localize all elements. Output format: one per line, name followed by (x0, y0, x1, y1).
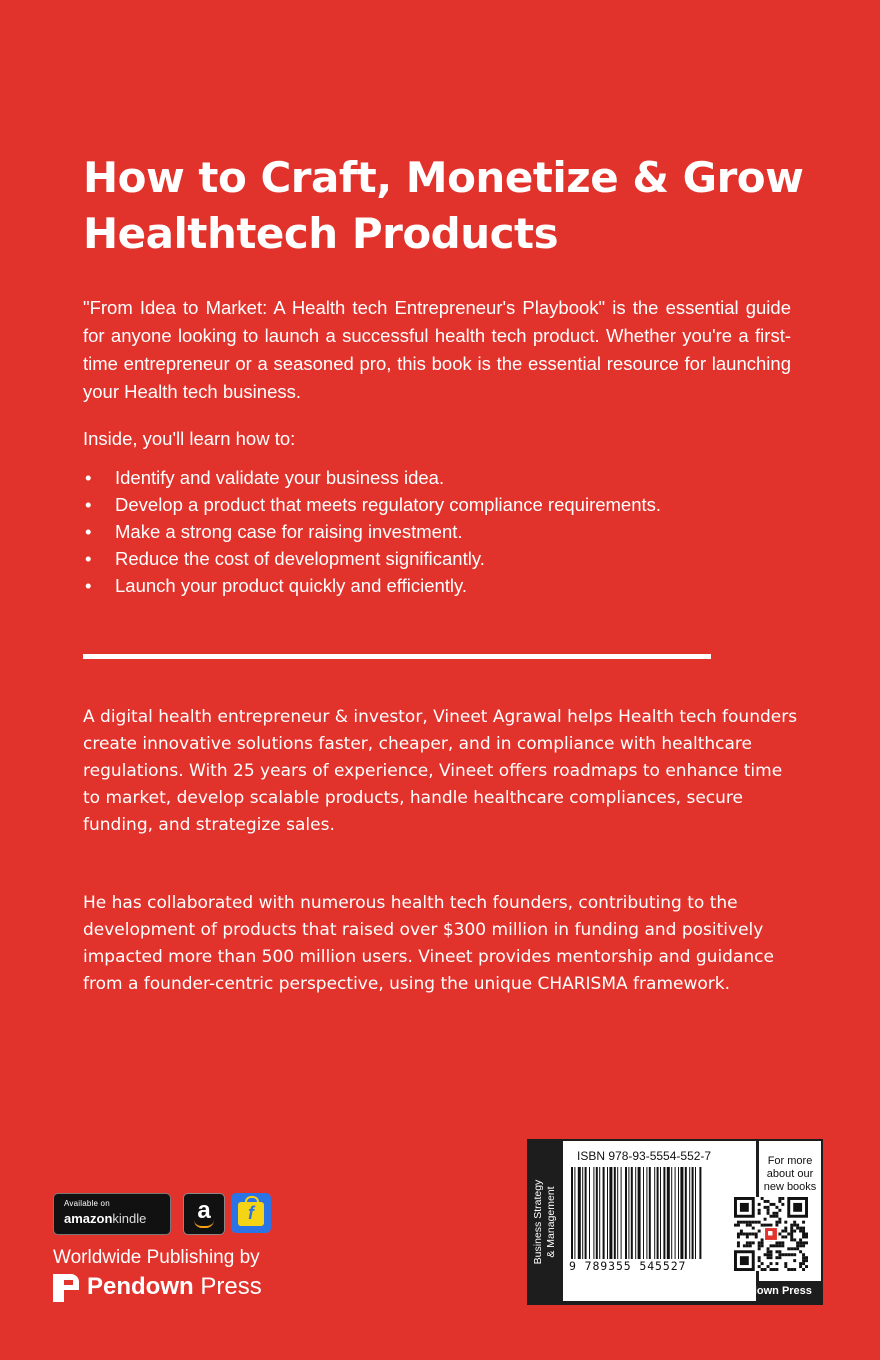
list-item-text: Develop a product that meets regulatory compliance requirements. (115, 494, 662, 515)
learning-points-list (83, 464, 803, 599)
book-blurb: "From Idea to Market: A Health tech Entrepreneur's Playbook" is the essential guide for anyone looking to launch a successful health tech product. Whether you're a first-time entrepreneur or a seasoned pro, this book is the essential resource for launching your Health tech business. (83, 297, 791, 402)
list-item (83, 572, 803, 599)
more-books-line-1: For more (767, 1155, 813, 1167)
isbn-number: ISBN 978-93-5554-552-7 (577, 1149, 712, 1163)
author-bio-paragraph-1: A digital health entrepreneur & investor, Vineet Agrawal helps Health tech founders create innovative solutions faster, cheaper, and in compliance with healthcare regulations. With 25 years of experience, Vineet offers roadmaps to enhance time to market, develop scalable products, handle healthcare compliances, secure funding, and strategize sales. (83, 707, 798, 835)
list-item (83, 491, 803, 518)
amazon-icon[interactable] (183, 1193, 225, 1235)
qr-code-graphic[interactable] (734, 1197, 808, 1271)
bullet-glyph: • (85, 575, 92, 596)
isbn-box-brand: Pendown Press (730, 1285, 812, 1297)
barcode-digits: 9 789355 545527 (569, 1259, 687, 1273)
inside-label: Inside, you'll learn how to: (83, 428, 296, 449)
bullet-glyph: • (85, 521, 92, 542)
badge-kindle-word: kindle (112, 1211, 147, 1226)
more-books-line-2: about our (766, 1168, 814, 1180)
more-books-line-3: new books (763, 1181, 817, 1193)
amazon-kindle-badge[interactable] (53, 1193, 171, 1235)
category-label (532, 1147, 558, 1297)
pendown-logo-icon (53, 1274, 79, 1302)
publisher-name-regular: Press (193, 1273, 262, 1300)
flipkart-icon[interactable] (231, 1193, 271, 1233)
section-divider (83, 654, 711, 659)
flipkart-icon-letter: f (248, 1203, 254, 1223)
bullet-glyph: • (85, 548, 92, 569)
badge-kindle-wordmark (64, 1211, 146, 1226)
barcode-panel (563, 1141, 756, 1301)
list-item (83, 545, 803, 572)
list-item-text: Reduce the cost of development significantly. (115, 548, 485, 569)
bullet-glyph: • (85, 494, 92, 515)
more-books-text (753, 1155, 827, 1194)
category-spine (527, 1139, 563, 1305)
publisher-name-bold: Pendown (87, 1273, 194, 1300)
amazon-icon-letter: a (197, 1197, 211, 1224)
author-bio-paragraph-2: He has collaborated with numerous health tech founders, contributing to the development of products that raised over $300 million in funding and positively impacted more than 500 million users. Vineet provides mentorship and guidance from a founder-centric perspective, using the unique CHARISMA framework. (83, 893, 774, 994)
badge-available-text: Available on (64, 1199, 110, 1208)
heading-line-1: How to Craft, Monetize & Grow (83, 153, 804, 202)
barcode-graphic (571, 1167, 747, 1259)
back-cover-heading (83, 150, 823, 262)
shopping-bag-icon (238, 1202, 264, 1226)
list-item-text: Make a strong case for raising investment. (115, 521, 463, 542)
list-item-text: Launch your product quickly and efficiently. (115, 575, 468, 596)
publisher-name (87, 1272, 262, 1302)
badge-amazon-word: amazon (64, 1211, 113, 1226)
isbn-barcode-box (527, 1139, 823, 1305)
category-line-2: & Management (545, 1186, 557, 1258)
publishing-label: Worldwide Publishing by (53, 1247, 260, 1268)
list-item-text: Identify and validate your business idea. (115, 467, 445, 488)
bullet-glyph: • (85, 467, 92, 488)
list-item (83, 518, 803, 545)
amazon-smile-icon (194, 1220, 214, 1228)
category-line-1: Business Strategy (532, 1179, 544, 1265)
list-item (83, 464, 803, 491)
heading-line-2: Healthtech Products (83, 209, 559, 258)
